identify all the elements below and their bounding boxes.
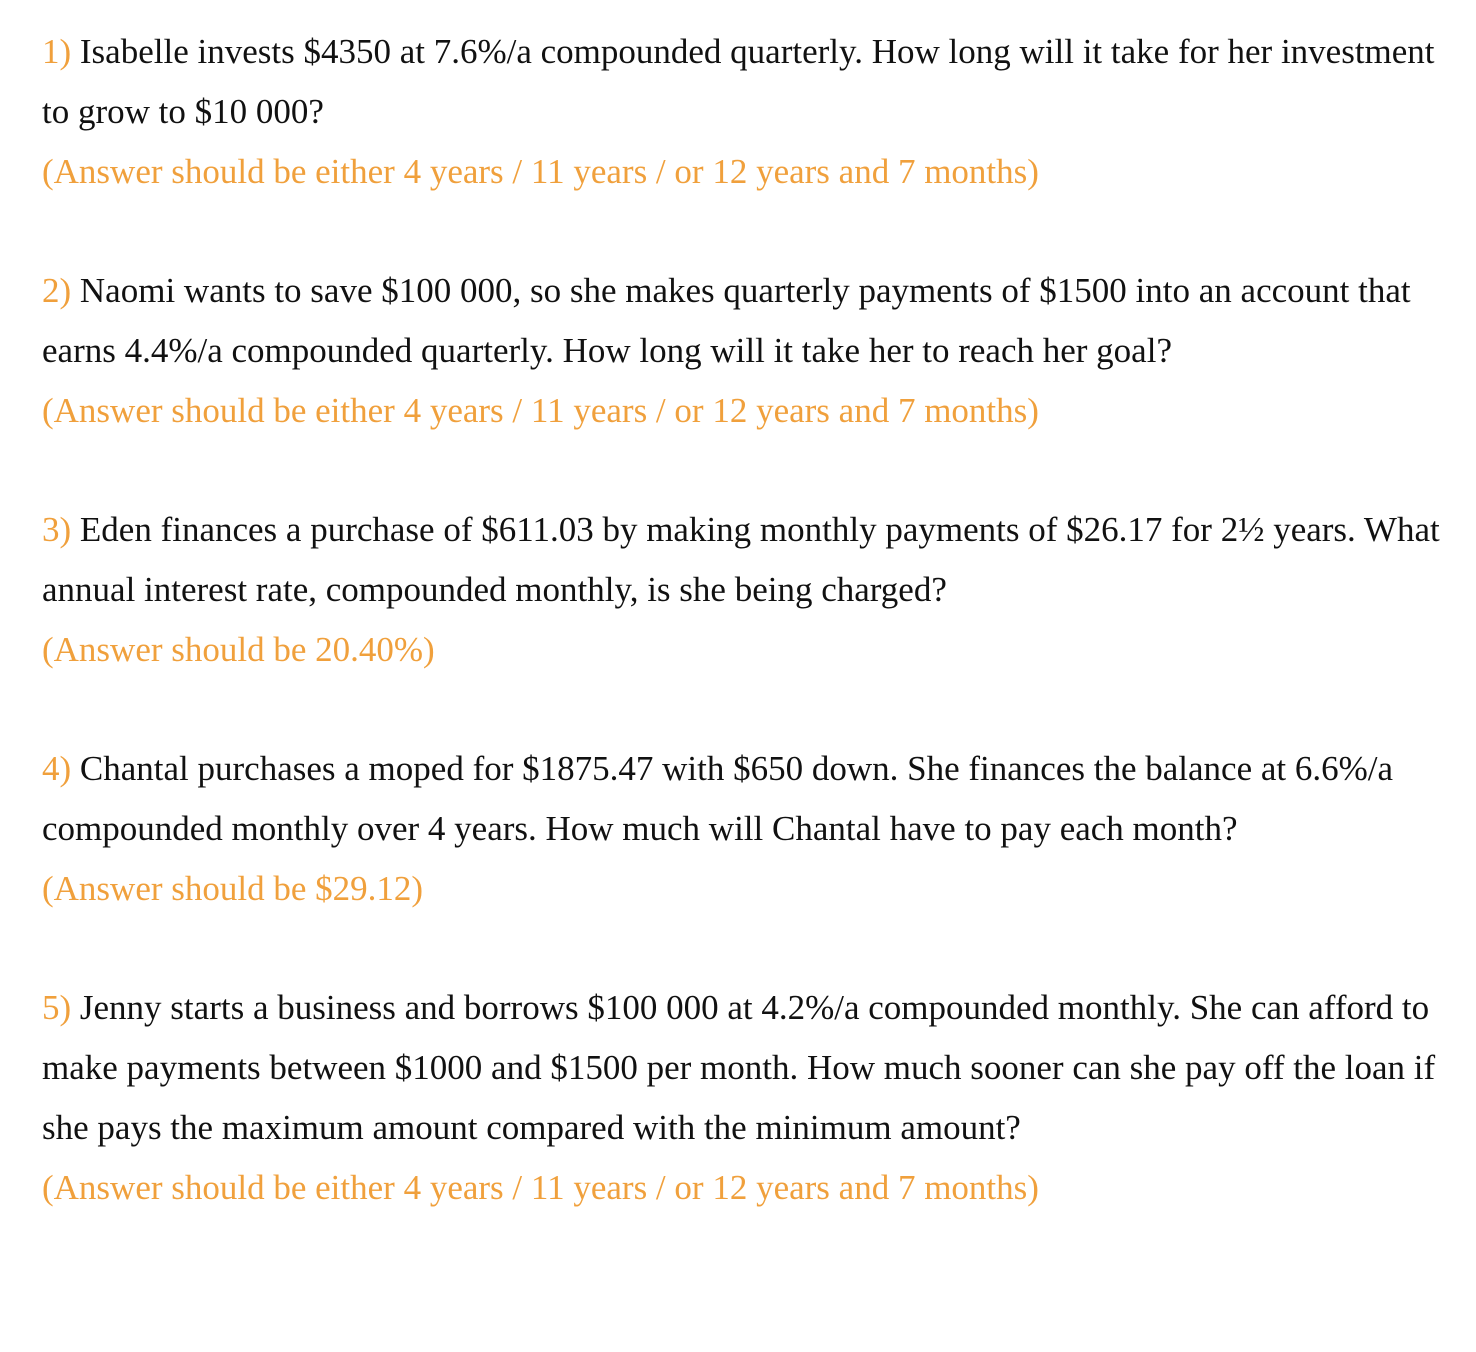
question-item xyxy=(42,978,1462,1218)
question-text-block xyxy=(42,22,1462,142)
question-number: 5) xyxy=(42,988,72,1027)
answer-hint: (Answer should be 20.40%) xyxy=(42,630,435,669)
answer-hint: (Answer should be $29.12) xyxy=(42,869,424,908)
question-text-block xyxy=(42,739,1462,859)
question-text-block xyxy=(42,978,1462,1158)
question-item xyxy=(42,261,1462,441)
question-number: 2) xyxy=(42,271,72,310)
question-number: 3) xyxy=(42,510,72,549)
question-text: Chantal purchases a moped for $1875.47 with $650 down. She finances the balance at 6.6%/a compounded monthly over 4 years. How much will Chantal have to pay each month? xyxy=(42,749,1394,848)
answer-hint: (Answer should be either 4 years / 11 years / or 12 years and 7 months) xyxy=(42,152,1039,191)
question-text-block xyxy=(42,261,1462,381)
question-list xyxy=(42,22,1462,1218)
question-text: Jenny starts a business and borrows $100 000 at 4.2%/a compounded monthly. She can afford to make payments between $1000 and $1500 per month. How much sooner can she pay off the loan if she pays the maximum amount compared with the minimum amount? xyxy=(42,988,1436,1147)
answer-hint: (Answer should be either 4 years / 11 years / or 12 years and 7 months) xyxy=(42,1168,1039,1207)
question-item xyxy=(42,500,1462,680)
question-text: Isabelle invests $4350 at 7.6%/a compounded quarterly. How long will it take for her investment to grow to $10 000? xyxy=(42,32,1435,131)
question-text-block xyxy=(42,500,1462,620)
question-item xyxy=(42,22,1462,202)
question-text: Eden finances a purchase of $611.03 by making monthly payments of $26.17 for 2½ years. What annual interest rate, compounded monthly, is she being charged? xyxy=(42,510,1440,609)
question-text: Naomi wants to save $100 000, so she makes quarterly payments of $1500 into an account that earns 4.4%/a compounded quarterly. How long will it take her to reach her goal? xyxy=(42,271,1411,370)
answer-hint: (Answer should be either 4 years / 11 years / or 12 years and 7 months) xyxy=(42,391,1039,430)
question-number: 4) xyxy=(42,749,72,788)
question-number: 1) xyxy=(42,32,72,71)
question-item xyxy=(42,739,1462,919)
